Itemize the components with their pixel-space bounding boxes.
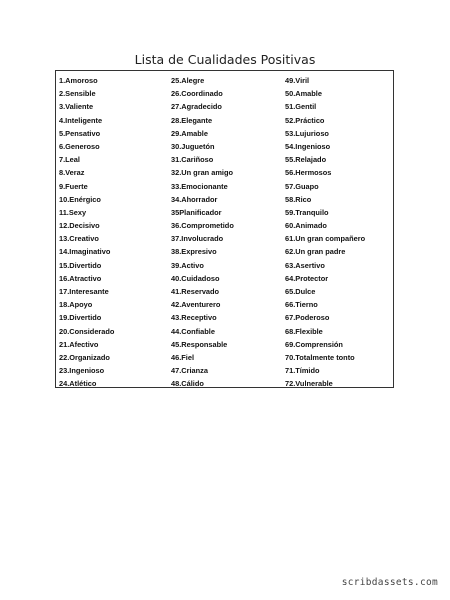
- quality-item: 10.Enérgico: [59, 194, 101, 204]
- quality-item: 41.Reservado: [171, 287, 220, 296]
- quality-item: 29.Amable: [171, 128, 208, 138]
- quality-item: 56.Hermosos: [285, 168, 332, 178]
- quality-item: 36.Comprometido: [171, 221, 234, 231]
- quality-item: 25.Alegre: [171, 76, 205, 85]
- quality-item: 65.Dulce: [285, 287, 316, 296]
- quality-item: 15.Divertido: [59, 260, 102, 270]
- quality-item: 27.Agradecido: [171, 102, 222, 112]
- qualities-column-2: [171, 74, 234, 391]
- quality-item: 44.Confiable: [171, 326, 215, 336]
- quality-item: 70.Totalmente tonto: [285, 352, 355, 362]
- quality-item: 50.Amable: [285, 89, 322, 99]
- quality-item: 42.Aventurero: [171, 300, 221, 310]
- quality-item: 53.Lujurioso: [285, 128, 329, 138]
- quality-item: 13.Creativo: [59, 234, 99, 244]
- quality-item: 43.Receptivo: [171, 313, 217, 323]
- quality-item: 19.Divertido: [59, 313, 102, 323]
- quality-item: 30.Juguetón: [171, 141, 215, 151]
- quality-item: 11.Sexy: [59, 207, 87, 217]
- quality-item: 52.Práctico: [285, 115, 325, 125]
- quality-item: 18.Apoyo: [59, 300, 93, 310]
- quality-item: 1.Amoroso: [59, 76, 98, 85]
- quality-item: 24.Atlético: [59, 379, 97, 389]
- quality-item: 31.Cariñoso: [171, 155, 214, 165]
- quality-item: 45.Responsable: [171, 339, 228, 349]
- quality-item: 17.Interesante: [59, 287, 109, 296]
- quality-item: 71.Tímido: [285, 366, 320, 376]
- quality-item: 39.Activo: [171, 260, 204, 270]
- quality-item: 20.Considerado: [59, 326, 115, 336]
- quality-item: 48.Cálido: [171, 379, 204, 389]
- quality-item: 46.Fiel: [171, 352, 195, 362]
- quality-item: 47.Crianza: [171, 366, 208, 376]
- quality-item: 38.Expresivo: [171, 247, 217, 257]
- watermark: scribdassets.com: [341, 577, 438, 588]
- quality-item: 3.Valiente: [59, 102, 94, 112]
- quality-item: 58.Rico: [285, 194, 312, 204]
- quality-item: 9.Fuerte: [59, 181, 88, 191]
- quality-item: 12.Decisivo: [59, 221, 100, 231]
- qualities-column-1: [59, 74, 114, 391]
- quality-item: 5.Pensativo: [59, 128, 101, 138]
- quality-item: 62.Un gran padre: [285, 247, 346, 257]
- quality-item: 34.Ahorrador: [171, 194, 218, 204]
- quality-item: 35Planificador: [171, 207, 222, 217]
- quality-item: 33.Emocionante: [171, 181, 228, 191]
- quality-item: 6.Generoso: [59, 141, 100, 151]
- quality-item: 14.Imaginativo: [59, 247, 111, 257]
- quality-item: 61.Un gran compañero: [285, 234, 366, 244]
- quality-item: 4.Inteligente: [59, 115, 103, 125]
- quality-item: 64.Protector: [285, 273, 329, 283]
- quality-item: 66.Tierno: [285, 300, 318, 310]
- quality-item: 21.Afectivo: [59, 339, 99, 349]
- quality-item: 22.Organizado: [59, 352, 110, 362]
- quality-item: 23.Ingenioso: [59, 366, 105, 376]
- quality-item: 67.Poderoso: [285, 313, 330, 323]
- quality-item: 63.Asertivo: [285, 260, 325, 270]
- quality-item: 26.Coordinado: [171, 89, 223, 99]
- quality-item: 7.Leal: [59, 155, 80, 165]
- quality-item: 60.Animado: [285, 221, 327, 231]
- quality-item: 49.Viril: [285, 76, 310, 85]
- quality-item: 51.Gentil: [285, 102, 317, 112]
- quality-item: 37.Involucrado: [171, 234, 224, 244]
- quality-item: 32.Un gran amigo: [171, 168, 234, 178]
- qualities-column-3: [285, 74, 365, 391]
- quality-item: 28.Elegante: [171, 115, 213, 125]
- quality-item: 57.Guapo: [285, 181, 319, 191]
- quality-item: 72.Vulnerable: [285, 379, 333, 389]
- quality-item: 8.Veraz: [59, 168, 85, 178]
- page-title: Lista de Cualidades Positivas: [134, 52, 316, 67]
- quality-item: 16.Atractivo: [59, 273, 102, 283]
- quality-item: 54.Ingenioso: [285, 141, 331, 151]
- qualities-table: [55, 70, 394, 388]
- quality-item: 69.Comprensión: [285, 339, 343, 349]
- quality-item: 68.Flexible: [285, 326, 323, 336]
- quality-item: 40.Cuidadoso: [171, 273, 220, 283]
- quality-item: 2.Sensible: [59, 89, 96, 99]
- quality-item: 55.Relajado: [285, 155, 327, 165]
- quality-item: 59.Tranquilo: [285, 207, 329, 217]
